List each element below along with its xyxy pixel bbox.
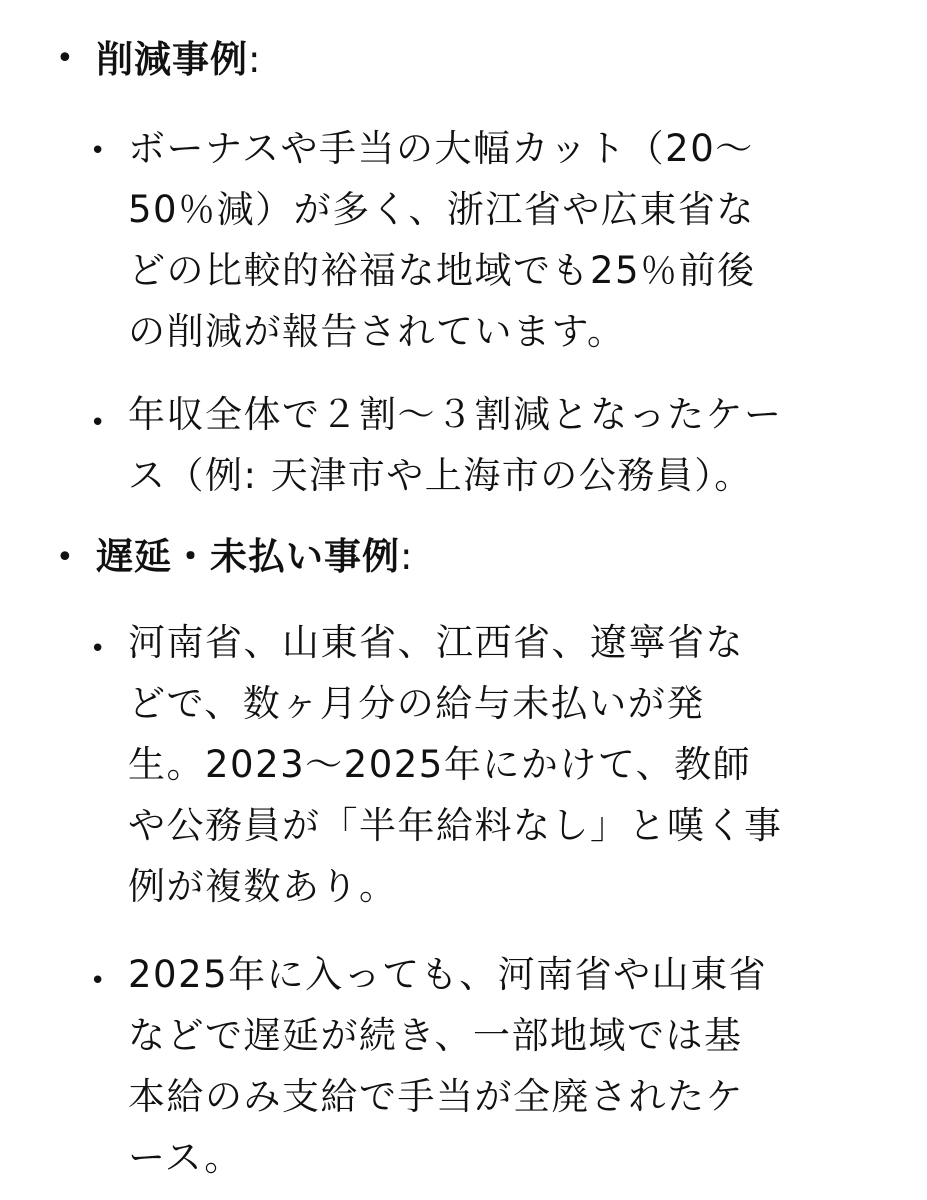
text-line: 年収全体で２割〜３割減となったケー: [128, 393, 783, 436]
text-line: どの比較的裕福な地域でも25％前後: [128, 249, 756, 292]
text-line: ース。: [128, 1136, 243, 1179]
list-item-text: [128, 612, 888, 917]
section-heading-label: 削減事例: [96, 38, 248, 81]
text-line: どで、数ヶ月分の給与未払いが発: [128, 682, 705, 725]
section-heading-text: [96, 527, 413, 587]
text-line: 例が複数あり。: [128, 865, 398, 908]
section-heading-reduction: [0, 30, 927, 90]
bullet-icon: •: [90, 136, 106, 166]
text-line: などで遅延が続き、一部地域では基: [128, 1014, 743, 1057]
section-heading-label: 遅延・未払い事例: [96, 535, 400, 578]
list-item-text: [128, 944, 888, 1188]
bullet-icon: •: [90, 966, 106, 996]
text-line: 河南省、山東省、江西省、遼寧省な: [128, 621, 744, 664]
list-item: [0, 380, 927, 510]
text-line: ス（例: 天津市や上海市の公務員）。: [128, 454, 753, 497]
text-line: 50％減）が多く、浙江省や広東省な: [128, 188, 755, 231]
text-line: や公務員が「半年給料なし」と嘆く事: [128, 804, 783, 847]
list-item-text: [128, 118, 888, 362]
list-item-text: [128, 384, 888, 506]
list-item: [0, 938, 927, 1188]
bullet-icon: •: [90, 408, 106, 438]
section-heading-colon: :: [248, 38, 262, 81]
list-item: [0, 606, 927, 916]
bullet-icon: •: [56, 540, 74, 575]
text-line: 生。2023〜2025年にかけて、教師: [128, 743, 752, 786]
list-item: [0, 108, 927, 358]
text-line: の削減が報告されています。: [128, 310, 626, 353]
section-heading-text: [96, 30, 261, 90]
section-heading-delay: [0, 527, 927, 587]
text-line: 2025年に入っても、河南省や山東省: [128, 953, 768, 996]
bullet-icon: •: [90, 634, 106, 664]
bullet-icon: •: [56, 41, 74, 76]
text-line: ボーナスや手当の大幅カット（20〜: [128, 127, 754, 170]
text-line: 本給のみ支給で手当が全廃されたケ: [128, 1075, 744, 1118]
section-heading-colon: :: [400, 535, 414, 578]
